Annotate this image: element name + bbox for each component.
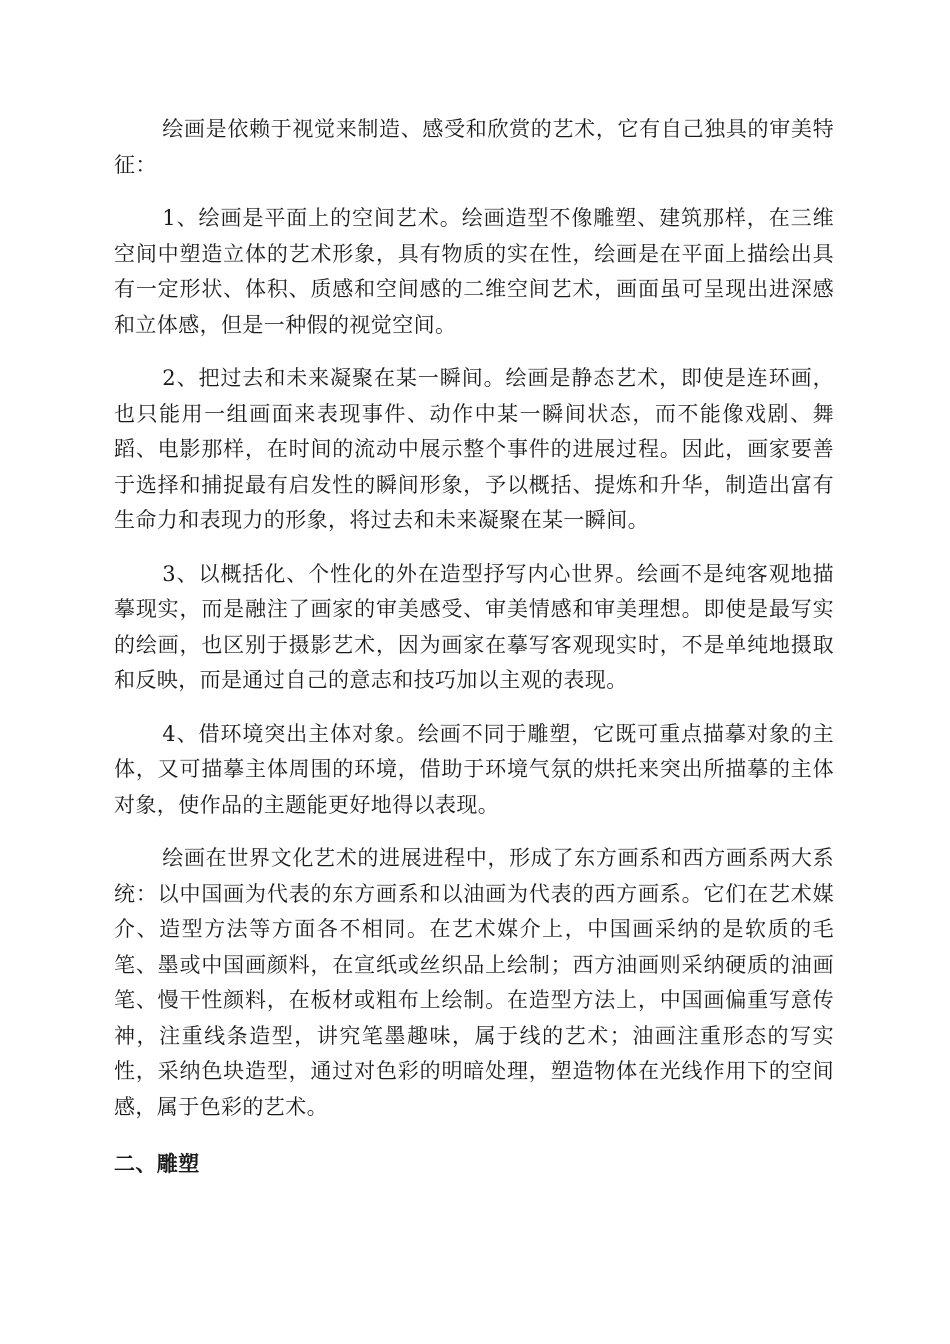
feature-paragraph-3: 3、以概括化、个性化的外在造型抒写内心世界。绘画不是纯客观地描摹现实，而是融注了画家的审美感受、审美情感和审美理想。即使是最写实的绘画，也区别于摄影艺术，因为画家在摹写客观现实时，不是单纯地摄取和反映，而是通过自己的意志和技巧加以主观的表现。 xyxy=(114,561,834,692)
feature-paragraph-2: 2、把过去和未来凝聚在某一瞬间。绘画是静态艺术，即使是连环画，也只能用一组画面来表现事件、动作中某一瞬间状态，而不能像戏剧、舞蹈、电影那样，在时间的流动中展示整个事件的进展过程。因此，画家要善于选择和捕捉最有启发性的瞬间形象，予以概括、提炼和升华，制造出富有生命力和表现力的形象，将过去和未来凝聚在某一瞬间。 xyxy=(114,366,834,532)
intro-paragraph: 绘画是依赖于视觉来制造、感受和欣赏的艺术，它有自己独具的审美特征： xyxy=(114,117,834,177)
east-west-paragraph: 绘画在世界文化艺术的进展进程中，形成了东方画系和西方画系两大系统：以中国画为代表的东方画系和以油画为代表的西方画系。它们在艺术媒介、造型方法等方面各不相同。在艺术媒介上，中国画采纳的是软质的毛笔、墨或中国画颜料，在宣纸或丝织品上绘制；西方油画则采纳硬质的油画笔、慢干性颜料，在板材或粗布上绘制。在造型方法上，中国画偏重写意传神，注重线条造型，讲究笔墨趣味，属于线的艺术；油画注重形态的写实性，采纳色块造型，通过对色彩的明暗处理，塑造物体在光线作用下的空间感，属于色彩的艺术。 xyxy=(114,846,834,1119)
section-heading: 二、雕塑 xyxy=(114,1152,200,1176)
feature-paragraph-4: 4、借环境突出主体对象。绘画不同于雕塑，它既可重点描摹对象的主体，又可描摹主体周围的环境，借助于环境气氛的烘托来突出所描摹的主体对象，使作品的主题能更好地得以表现。 xyxy=(114,721,834,817)
document-page xyxy=(114,112,834,1182)
feature-paragraph-1: 1、绘画是平面上的空间艺术。绘画造型不像雕塑、建筑那样，在三维空间中塑造立体的艺术形象，具有物质的实在性，绘画是在平面上描绘出具有一定形状、体积、质感和空间感的二维空间艺术，画面虽可呈现出进深感和立体感，但是一种假的视觉空间。 xyxy=(114,206,834,337)
